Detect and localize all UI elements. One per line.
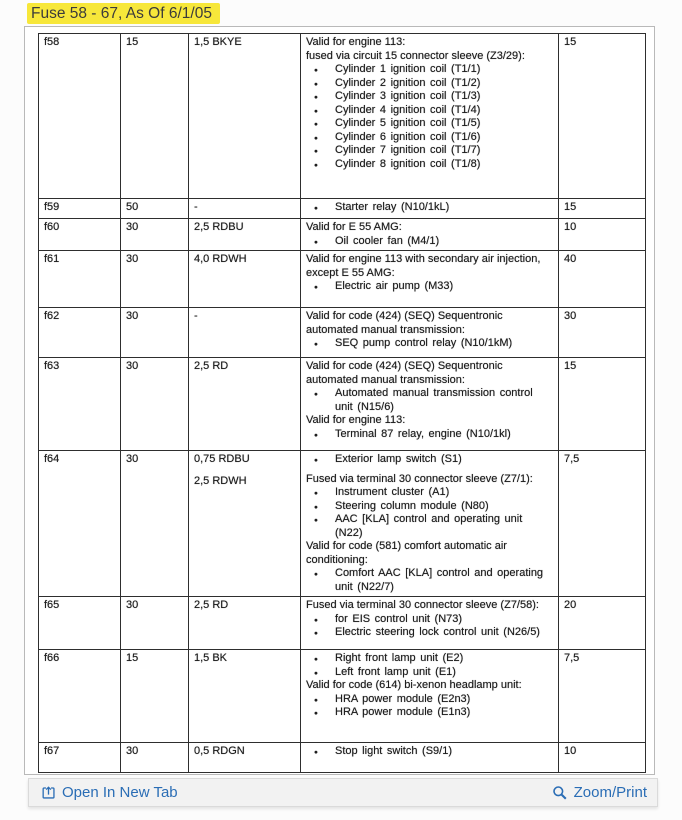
- desc-line: ● Cylinder 7 ignition coil (T1/7): [306, 144, 554, 158]
- desc-line: ● Cylinder 1 ignition coil (T1/1): [306, 63, 554, 77]
- table-row: [39, 34, 646, 199]
- fuse-desc: [301, 358, 559, 451]
- fuse-rating: 15: [559, 34, 646, 199]
- fuse-wire: 1,5 BKYE: [189, 34, 301, 199]
- table-row: [39, 358, 646, 451]
- table-row: [39, 251, 646, 308]
- fuse-amp: 15: [121, 650, 189, 743]
- desc-line: ● Cylinder 3 ignition coil (T1/3): [306, 90, 554, 104]
- fuse-id: f67: [39, 743, 121, 773]
- fuse-desc: [301, 451, 559, 597]
- table-row: [39, 597, 646, 650]
- table-row: [39, 199, 646, 219]
- desc-line: Valid for engine 113 with secondary air injection, except E 55 AMG:: [306, 253, 541, 279]
- fuse-table: [38, 33, 646, 773]
- desc-line: Valid for code (424) (SEQ) Sequentronic automated manual transmission:: [306, 360, 503, 386]
- desc-line: ● HRA power module (E2n3): [306, 693, 554, 707]
- fuse-amp: 50: [121, 199, 189, 219]
- fuse-desc: [301, 308, 559, 358]
- desc-line: ● Instrument cluster (A1): [306, 486, 554, 500]
- fuse-id: f61: [39, 251, 121, 308]
- table-row: [39, 743, 646, 773]
- fuse-amp: 30: [121, 251, 189, 308]
- desc-line: ● HRA power module (E1n3): [306, 706, 554, 720]
- fuse-amp: 30: [121, 597, 189, 650]
- fuse-amp: 15: [121, 34, 189, 199]
- fuse-desc: [301, 251, 559, 308]
- fuse-amp: 30: [121, 308, 189, 358]
- wire-size: 2,5 RDWH: [194, 474, 247, 487]
- fuse-desc: [301, 743, 559, 773]
- fuse-rating: 15: [559, 358, 646, 451]
- fuse-rating: 20: [559, 597, 646, 650]
- fuse-desc: [301, 34, 559, 199]
- desc-line: ● SEQ pump control relay (N10/1kM): [306, 337, 554, 351]
- fuse-wire: -: [189, 308, 301, 358]
- fuse-id: f63: [39, 358, 121, 451]
- fuse-rating: 15: [559, 199, 646, 219]
- fuse-desc: [301, 219, 559, 251]
- fuse-amp: 30: [121, 743, 189, 773]
- fuse-rating: 30: [559, 308, 646, 358]
- open-in-new-tab-icon: [41, 785, 56, 800]
- desc-line: ● Electric steering lock control unit (N26/5): [306, 626, 554, 640]
- desc-line: ● Cylinder 6 ignition coil (T1/6): [306, 131, 554, 145]
- desc-line: Fused via terminal 30 connector sleeve (Z7/1):: [306, 472, 533, 485]
- magnifier-icon: [552, 785, 568, 801]
- page-title: Fuse 58 - 67, As Of 6/1/05: [27, 3, 220, 24]
- table-row: [39, 451, 646, 597]
- desc-line: ● Comfort AAC [KLA] control and operating unit (N22/7): [306, 567, 554, 594]
- desc-line: ● for EIS control unit (N73): [306, 613, 554, 627]
- document-viewer-panel: [24, 26, 655, 775]
- fuse-wire: [189, 451, 301, 597]
- viewer-toolbar: [28, 778, 658, 807]
- desc-line: ● Stop light switch (S9/1): [306, 745, 554, 759]
- open-in-new-tab-button[interactable]: [41, 784, 178, 801]
- desc-line: ● Electric air pump (M33): [306, 280, 554, 294]
- fuse-wire: 2,5 RD: [189, 358, 301, 451]
- desc-line: ● AAC [KLA] control and operating unit (N22): [306, 513, 554, 540]
- desc-line: ● Left front lamp unit (E1): [306, 666, 554, 680]
- desc-line: Valid for code (581) comfort automatic air conditioning:: [306, 540, 507, 566]
- desc-line: ● Cylinder 5 ignition coil (T1/5): [306, 117, 554, 131]
- open-in-new-tab-label: Open In New Tab: [62, 784, 178, 801]
- desc-line: ● Automated manual transmission control unit (N15/6): [306, 387, 554, 414]
- fuse-rating: 7,5: [559, 451, 646, 597]
- desc-line: ● Oil cooler fan (M4/1): [306, 235, 554, 249]
- desc-line: ● Starter relay (N10/1kL): [306, 201, 554, 215]
- desc-line: ● Right front lamp unit (E2): [306, 652, 554, 666]
- zoom-print-label: Zoom/Print: [573, 784, 647, 801]
- fuse-id: f60: [39, 219, 121, 251]
- fuse-amp: 30: [121, 219, 189, 251]
- fuse-desc: [301, 597, 559, 650]
- fuse-id: f64: [39, 451, 121, 597]
- desc-line: ● Terminal 87 relay, engine (N10/1kl): [306, 428, 554, 442]
- desc-line: ● Cylinder 2 ignition coil (T1/2): [306, 77, 554, 91]
- desc-line: Valid for code (424) (SEQ) Sequentronic automated manual transmission:: [306, 310, 503, 336]
- scanned-document: [38, 33, 646, 773]
- fuse-wire: 4,0 RDWH: [189, 251, 301, 308]
- fuse-wire: 0,5 RDGN: [189, 743, 301, 773]
- desc-line: Valid for engine 113:: [306, 36, 406, 48]
- desc-line: Valid for E 55 AMG:: [306, 221, 402, 233]
- zoom-print-button[interactable]: [552, 784, 647, 801]
- wire-size: 0,75 RDBU: [194, 453, 250, 465]
- desc-line: fused via circuit 15 connector sleeve (Z3/29):: [306, 49, 525, 62]
- desc-line: ● Cylinder 4 ignition coil (T1/4): [306, 104, 554, 118]
- fuse-rating: 10: [559, 743, 646, 773]
- desc-line: Valid for engine 113:: [306, 414, 406, 426]
- fuse-rating: 40: [559, 251, 646, 308]
- fuse-id: f58: [39, 34, 121, 199]
- fuse-wire: 1,5 BK: [189, 650, 301, 743]
- fuse-desc: [301, 199, 559, 219]
- fuse-wire: 2,5 RD: [189, 597, 301, 650]
- fuse-id: f59: [39, 199, 121, 219]
- desc-line: Fused via terminal 30 connector sleeve (Z7/58):: [306, 599, 539, 611]
- table-row: [39, 219, 646, 251]
- desc-line: ● Exterior lamp switch (S1): [306, 453, 554, 467]
- fuse-id: f66: [39, 650, 121, 743]
- fuse-wire: 2,5 RDBU: [189, 219, 301, 251]
- fuse-desc: [301, 650, 559, 743]
- fuse-rating: 10: [559, 219, 646, 251]
- desc-line: ● Steering column module (N80): [306, 500, 554, 514]
- fuse-amp: 30: [121, 358, 189, 451]
- fuse-id: f65: [39, 597, 121, 650]
- fuse-amp: 30: [121, 451, 189, 597]
- desc-line: ● Cylinder 8 ignition coil (T1/8): [306, 158, 554, 172]
- fuse-rating: 7,5: [559, 650, 646, 743]
- fuse-wire: -: [189, 199, 301, 219]
- table-row: [39, 650, 646, 743]
- table-row: [39, 308, 646, 358]
- desc-line: Valid for code (614) bi-xenon headlamp unit:: [306, 679, 522, 691]
- fuse-id: f62: [39, 308, 121, 358]
